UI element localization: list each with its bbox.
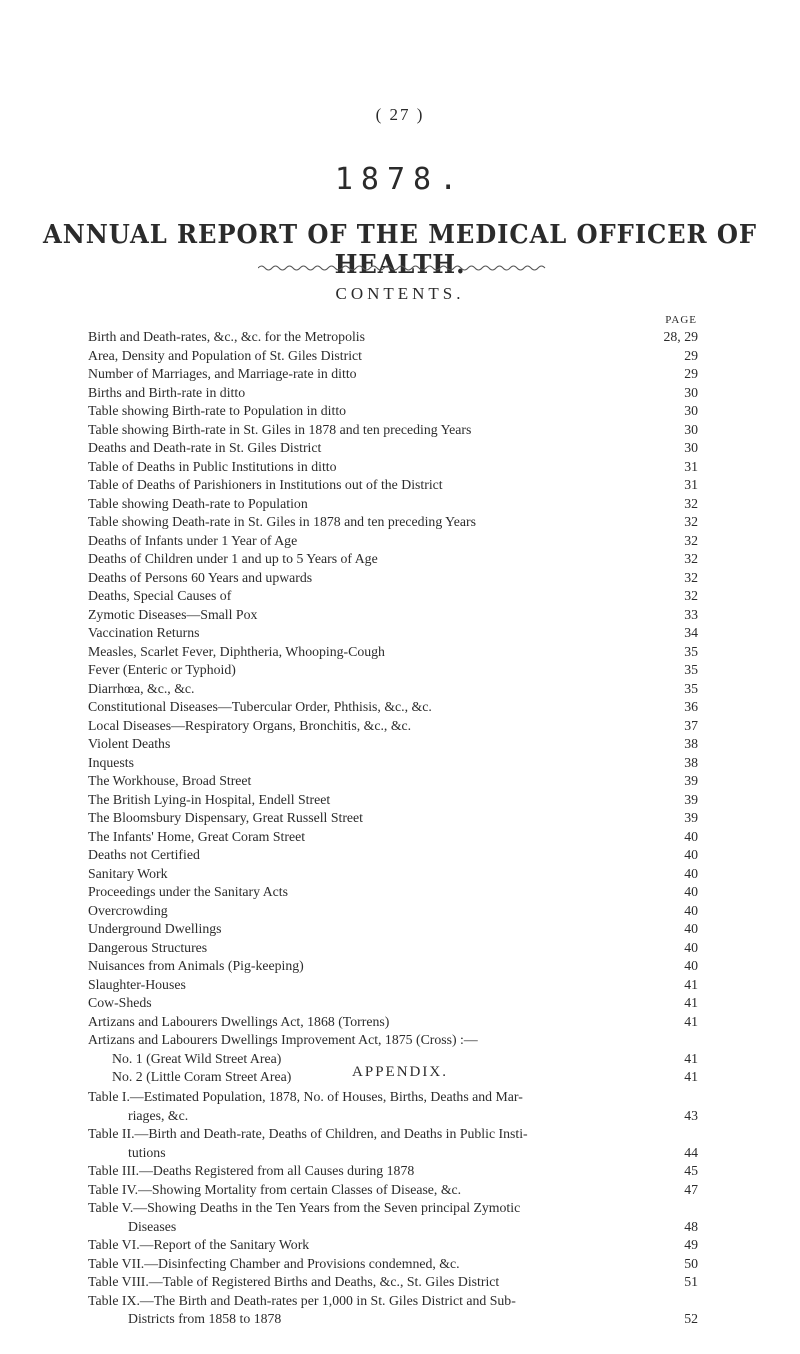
contents-row-label: No. 2 (Little Coram Street Area) — [112, 1069, 292, 1084]
contents-row-label: Local Diseases—Respiratory Organs, Bronchitis, &c., &c. — [88, 717, 412, 733]
contents-row-page: 37 — [684, 717, 698, 733]
contents-row — [88, 883, 698, 902]
contents-row-label: Table showing Birth-rate to Population in ditto — [88, 403, 347, 418]
contents-row-label: Violent Deaths — [88, 736, 171, 751]
contents-row-page: 40 — [684, 865, 698, 881]
contents-row — [88, 772, 698, 791]
contents-row-page: 28, 29 — [663, 329, 698, 344]
contents-row-label: Dangerous Structures — [88, 939, 208, 955]
appendix-row-label: Table VII.—Disinfecting Chamber and Provisions condemned, &c. — [88, 1255, 460, 1271]
contents-row — [88, 957, 698, 976]
contents-row — [88, 1031, 698, 1050]
appendix-list — [88, 1088, 698, 1329]
contents-row-label: The Infants' Home, Great Coram Street — [88, 828, 306, 844]
appendix-row — [88, 1088, 698, 1125]
contents-row — [88, 532, 698, 551]
appendix-row-label: Table IV.—Showing Mortality from certain Classes of Disease, &c. — [88, 1181, 462, 1197]
appendix-row-page: 51 — [684, 1274, 698, 1289]
contents-list — [88, 328, 698, 1087]
contents-row — [88, 680, 698, 699]
contents-row — [88, 384, 698, 403]
contents-row-page: 40 — [684, 939, 698, 955]
contents-row-page: 32 — [684, 551, 698, 566]
contents-row-page: 40 — [684, 902, 698, 918]
contents-row-page: 39 — [684, 810, 698, 825]
appendix-heading: APPENDIX. — [352, 1064, 448, 1080]
contents-row — [88, 569, 698, 588]
contents-row-label: Proceedings under the Sanitary Acts — [88, 884, 289, 899]
contents-row-page: 32 — [684, 569, 698, 585]
contents-row-page: 35 — [684, 680, 698, 696]
contents-row — [88, 920, 698, 939]
contents-row-page: 30 — [684, 440, 698, 455]
contents-row-label: Measles, Scarlet Fever, Diphtheria, Whooping-Cough — [88, 643, 385, 659]
appendix-row-label-continued: Diseases — [128, 1218, 177, 1234]
contents-row-label: The Workhouse, Broad Street — [88, 773, 252, 788]
appendix-row — [88, 1199, 698, 1236]
report-year: 1878. — [334, 162, 466, 197]
appendix-row-label-continued: Districts from 1858 to 1878 — [128, 1311, 282, 1326]
contents-row — [88, 421, 698, 440]
contents-row-label: Births and Birth-rate in ditto — [88, 384, 246, 400]
contents-row-page: 35 — [684, 662, 698, 677]
contents-row — [88, 661, 698, 680]
contents-row-label: Deaths not Certified — [88, 847, 200, 862]
contents-row-label: The Bloomsbury Dispensary, Great Russell Street — [88, 810, 363, 825]
appendix-row-page: 47 — [684, 1181, 698, 1197]
contents-row-page: 39 — [684, 773, 698, 788]
contents-row-page: 40 — [684, 884, 698, 899]
contents-row-page: 34 — [684, 625, 698, 640]
contents-row — [88, 439, 698, 458]
contents-row-page: 31 — [684, 477, 698, 492]
appendix-row — [88, 1162, 698, 1181]
appendix-row — [88, 1181, 698, 1200]
contents-row-label: Table of Deaths of Parishioners in Institutions out of the District — [88, 477, 443, 492]
contents-row-label: Deaths of Infants under 1 Year of Age — [88, 532, 298, 548]
contents-row — [88, 365, 698, 384]
contents-row — [88, 643, 698, 662]
appendix-row-label-continued: riages, &c. — [128, 1107, 189, 1123]
contents-row — [88, 976, 698, 995]
contents-row-label: Table showing Death-rate in St. Giles in 1878 and ten preceding Years — [88, 514, 476, 529]
contents-row-page: 41 — [684, 1050, 698, 1066]
appendix-row-label: Table V.—Showing Deaths in the Ten Years from the Seven principal Zymotic — [88, 1200, 521, 1215]
contents-row-page: 29 — [684, 366, 698, 381]
contents-row-label: Overcrowding — [88, 902, 168, 918]
contents-row — [88, 735, 698, 754]
appendix-row — [88, 1236, 698, 1255]
appendix-row-label: Table VI.—Report of the Sanitary Work — [88, 1237, 310, 1252]
contents-row — [88, 587, 698, 606]
contents-row-page: 38 — [684, 736, 698, 751]
contents-row-label: Sanitary Work — [88, 865, 168, 881]
appendix-row-label: Table VIII.—Table of Registered Births and Deaths, &c., St. Giles District — [88, 1274, 500, 1289]
contents-row-page: 40 — [684, 921, 698, 936]
appendix-row-label-continued: tutions — [128, 1144, 166, 1160]
page-number: ( 27 ) — [375, 105, 425, 124]
appendix-row-page: 49 — [684, 1237, 698, 1252]
contents-row — [88, 809, 698, 828]
contents-row — [88, 902, 698, 921]
contents-row — [88, 717, 698, 736]
contents-row-label: Table showing Death-rate to Population — [88, 495, 308, 511]
appendix-row-label: Table III.—Deaths Registered from all Causes during 1878 — [88, 1163, 415, 1178]
contents-heading: CONTENTS. — [335, 284, 465, 303]
contents-row-label: Slaughter-Houses — [88, 976, 186, 992]
contents-row-label: Cow-Sheds — [88, 995, 152, 1010]
appendix-row-page: 50 — [684, 1255, 698, 1271]
contents-row-label: Deaths of Persons 60 Years and upwards — [88, 569, 313, 585]
contents-row-label: Table showing Birth-rate in St. Giles in 1878 and ten preceding Years — [88, 421, 472, 437]
appendix-row-page: 45 — [684, 1163, 698, 1178]
contents-row-label: Table of Deaths in Public Institutions in ditto — [88, 458, 337, 474]
appendix-row — [88, 1273, 698, 1292]
contents-row — [88, 550, 698, 569]
contents-row — [88, 828, 698, 847]
contents-row — [88, 513, 698, 532]
contents-row — [88, 846, 698, 865]
appendix-row-page: 44 — [684, 1144, 698, 1160]
contents-row-label: Artizans and Labourers Dwellings Act, 1868 (Torrens) — [88, 1013, 390, 1029]
contents-row-page: 41 — [684, 1069, 698, 1084]
contents-row — [88, 347, 698, 366]
appendix-row-page: 52 — [684, 1311, 698, 1326]
contents-row-page: 40 — [684, 828, 698, 844]
contents-row-label: Deaths of Children under 1 and up to 5 Years of Age — [88, 551, 378, 566]
contents-row-label: Vaccination Returns — [88, 625, 200, 640]
contents-row — [88, 698, 698, 717]
appendix-row-page: 48 — [684, 1218, 698, 1234]
contents-row — [88, 754, 698, 773]
contents-row-label: Artizans and Labourers Dwellings Improvement Act, 1875 (Cross) :— — [88, 1032, 478, 1047]
contents-row-page: 30 — [684, 421, 698, 437]
contents-row-label: Deaths and Death-rate in St. Giles District — [88, 440, 322, 455]
contents-row — [88, 1013, 698, 1032]
page-column-heading: PAGE — [665, 314, 697, 326]
contents-row-page: 30 — [684, 384, 698, 400]
contents-row-label: Nuisances from Animals (Pig-keeping) — [88, 958, 304, 973]
contents-row-page: 41 — [684, 976, 698, 992]
contents-row-page: 35 — [684, 643, 698, 659]
appendix-row — [88, 1125, 698, 1162]
contents-row-label: Number of Marriages, and Marriage-rate in ditto — [88, 366, 357, 381]
contents-row-page: 38 — [684, 754, 698, 770]
contents-row-label: Diarrhœa, &c., &c. — [88, 680, 195, 696]
contents-row — [88, 402, 698, 421]
contents-row-page: 32 — [684, 495, 698, 511]
contents-row-page: 32 — [684, 514, 698, 529]
contents-row — [88, 939, 698, 958]
contents-row-page: 36 — [684, 699, 698, 714]
appendix-row — [88, 1255, 698, 1274]
contents-row — [88, 791, 698, 810]
contents-row-page: 40 — [684, 958, 698, 973]
contents-row — [88, 606, 698, 625]
contents-row — [88, 994, 698, 1013]
appendix-row-label: Table II.—Birth and Death-rate, Deaths of Children, and Deaths in Public Insti- — [88, 1126, 528, 1141]
appendix-row — [88, 1292, 698, 1329]
contents-row — [88, 624, 698, 643]
appendix-row-page: 43 — [684, 1107, 698, 1123]
contents-row-label: Birth and Death-rates, &c., &c. for the Metropolis — [88, 329, 366, 344]
contents-row-page: 32 — [684, 588, 698, 603]
contents-row-label: Area, Density and Population of St. Giles District — [88, 347, 362, 363]
contents-row-label: Zymotic Diseases—Small Pox — [88, 606, 258, 622]
appendix-row-label: Table I.—Estimated Population, 1878, No. of Houses, Births, Deaths and Mar- — [88, 1089, 523, 1104]
contents-row — [88, 476, 698, 495]
contents-row-label: Constitutional Diseases—Tubercular Order, Phthisis, &c., &c. — [88, 699, 432, 714]
contents-row-page: 33 — [684, 606, 698, 622]
contents-row-page: 29 — [684, 347, 698, 363]
contents-row-label: The British Lying-in Hospital, Endell Street — [88, 791, 331, 807]
contents-row-page: 30 — [684, 403, 698, 418]
contents-row — [88, 495, 698, 514]
contents-row-label: Fever (Enteric or Typhoid) — [88, 662, 236, 677]
contents-row-page: 31 — [684, 458, 698, 474]
contents-row — [88, 458, 698, 477]
contents-row — [88, 328, 698, 347]
contents-row-page: 39 — [684, 791, 698, 807]
contents-row-page: 41 — [684, 1013, 698, 1029]
contents-row-label: Inquests — [88, 754, 134, 770]
contents-row — [88, 865, 698, 884]
contents-row-page: 32 — [684, 532, 698, 548]
contents-row-label: Deaths, Special Causes of — [88, 588, 232, 603]
contents-row-label: No. 1 (Great Wild Street Area) — [112, 1050, 282, 1066]
wavy-divider — [258, 263, 548, 273]
contents-row-page: 41 — [684, 995, 698, 1010]
report-title: ANNUAL REPORT OF THE MEDICAL OFFICER OF HEALTH. — [43, 220, 757, 280]
appendix-row-label: Table IX.—The Birth and Death-rates per 1,000 in St. Giles District and Sub- — [88, 1292, 516, 1308]
contents-row-page: 40 — [684, 847, 698, 862]
contents-row-label: Underground Dwellings — [88, 921, 222, 936]
